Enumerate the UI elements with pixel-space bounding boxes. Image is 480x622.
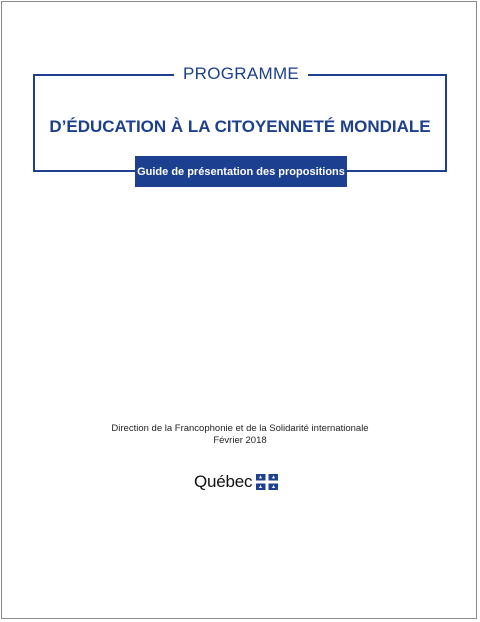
subtitle-text: Guide de présentation des propositions xyxy=(137,165,345,178)
document-title: D’ÉDUCATION À LA CITOYENNETÉ MONDIALE xyxy=(49,117,431,136)
fleur-de-lis-flag-icon xyxy=(256,474,278,490)
department-name: Direction de la Francophonie et de la Solidarité internationale xyxy=(111,423,369,434)
logo-wordmark: Québec xyxy=(194,472,253,491)
programme-label: PROGRAMME xyxy=(174,63,308,85)
quebec-logo xyxy=(194,472,278,492)
publication-date: Février 2018 xyxy=(213,435,267,446)
subtitle-badge xyxy=(135,156,347,187)
